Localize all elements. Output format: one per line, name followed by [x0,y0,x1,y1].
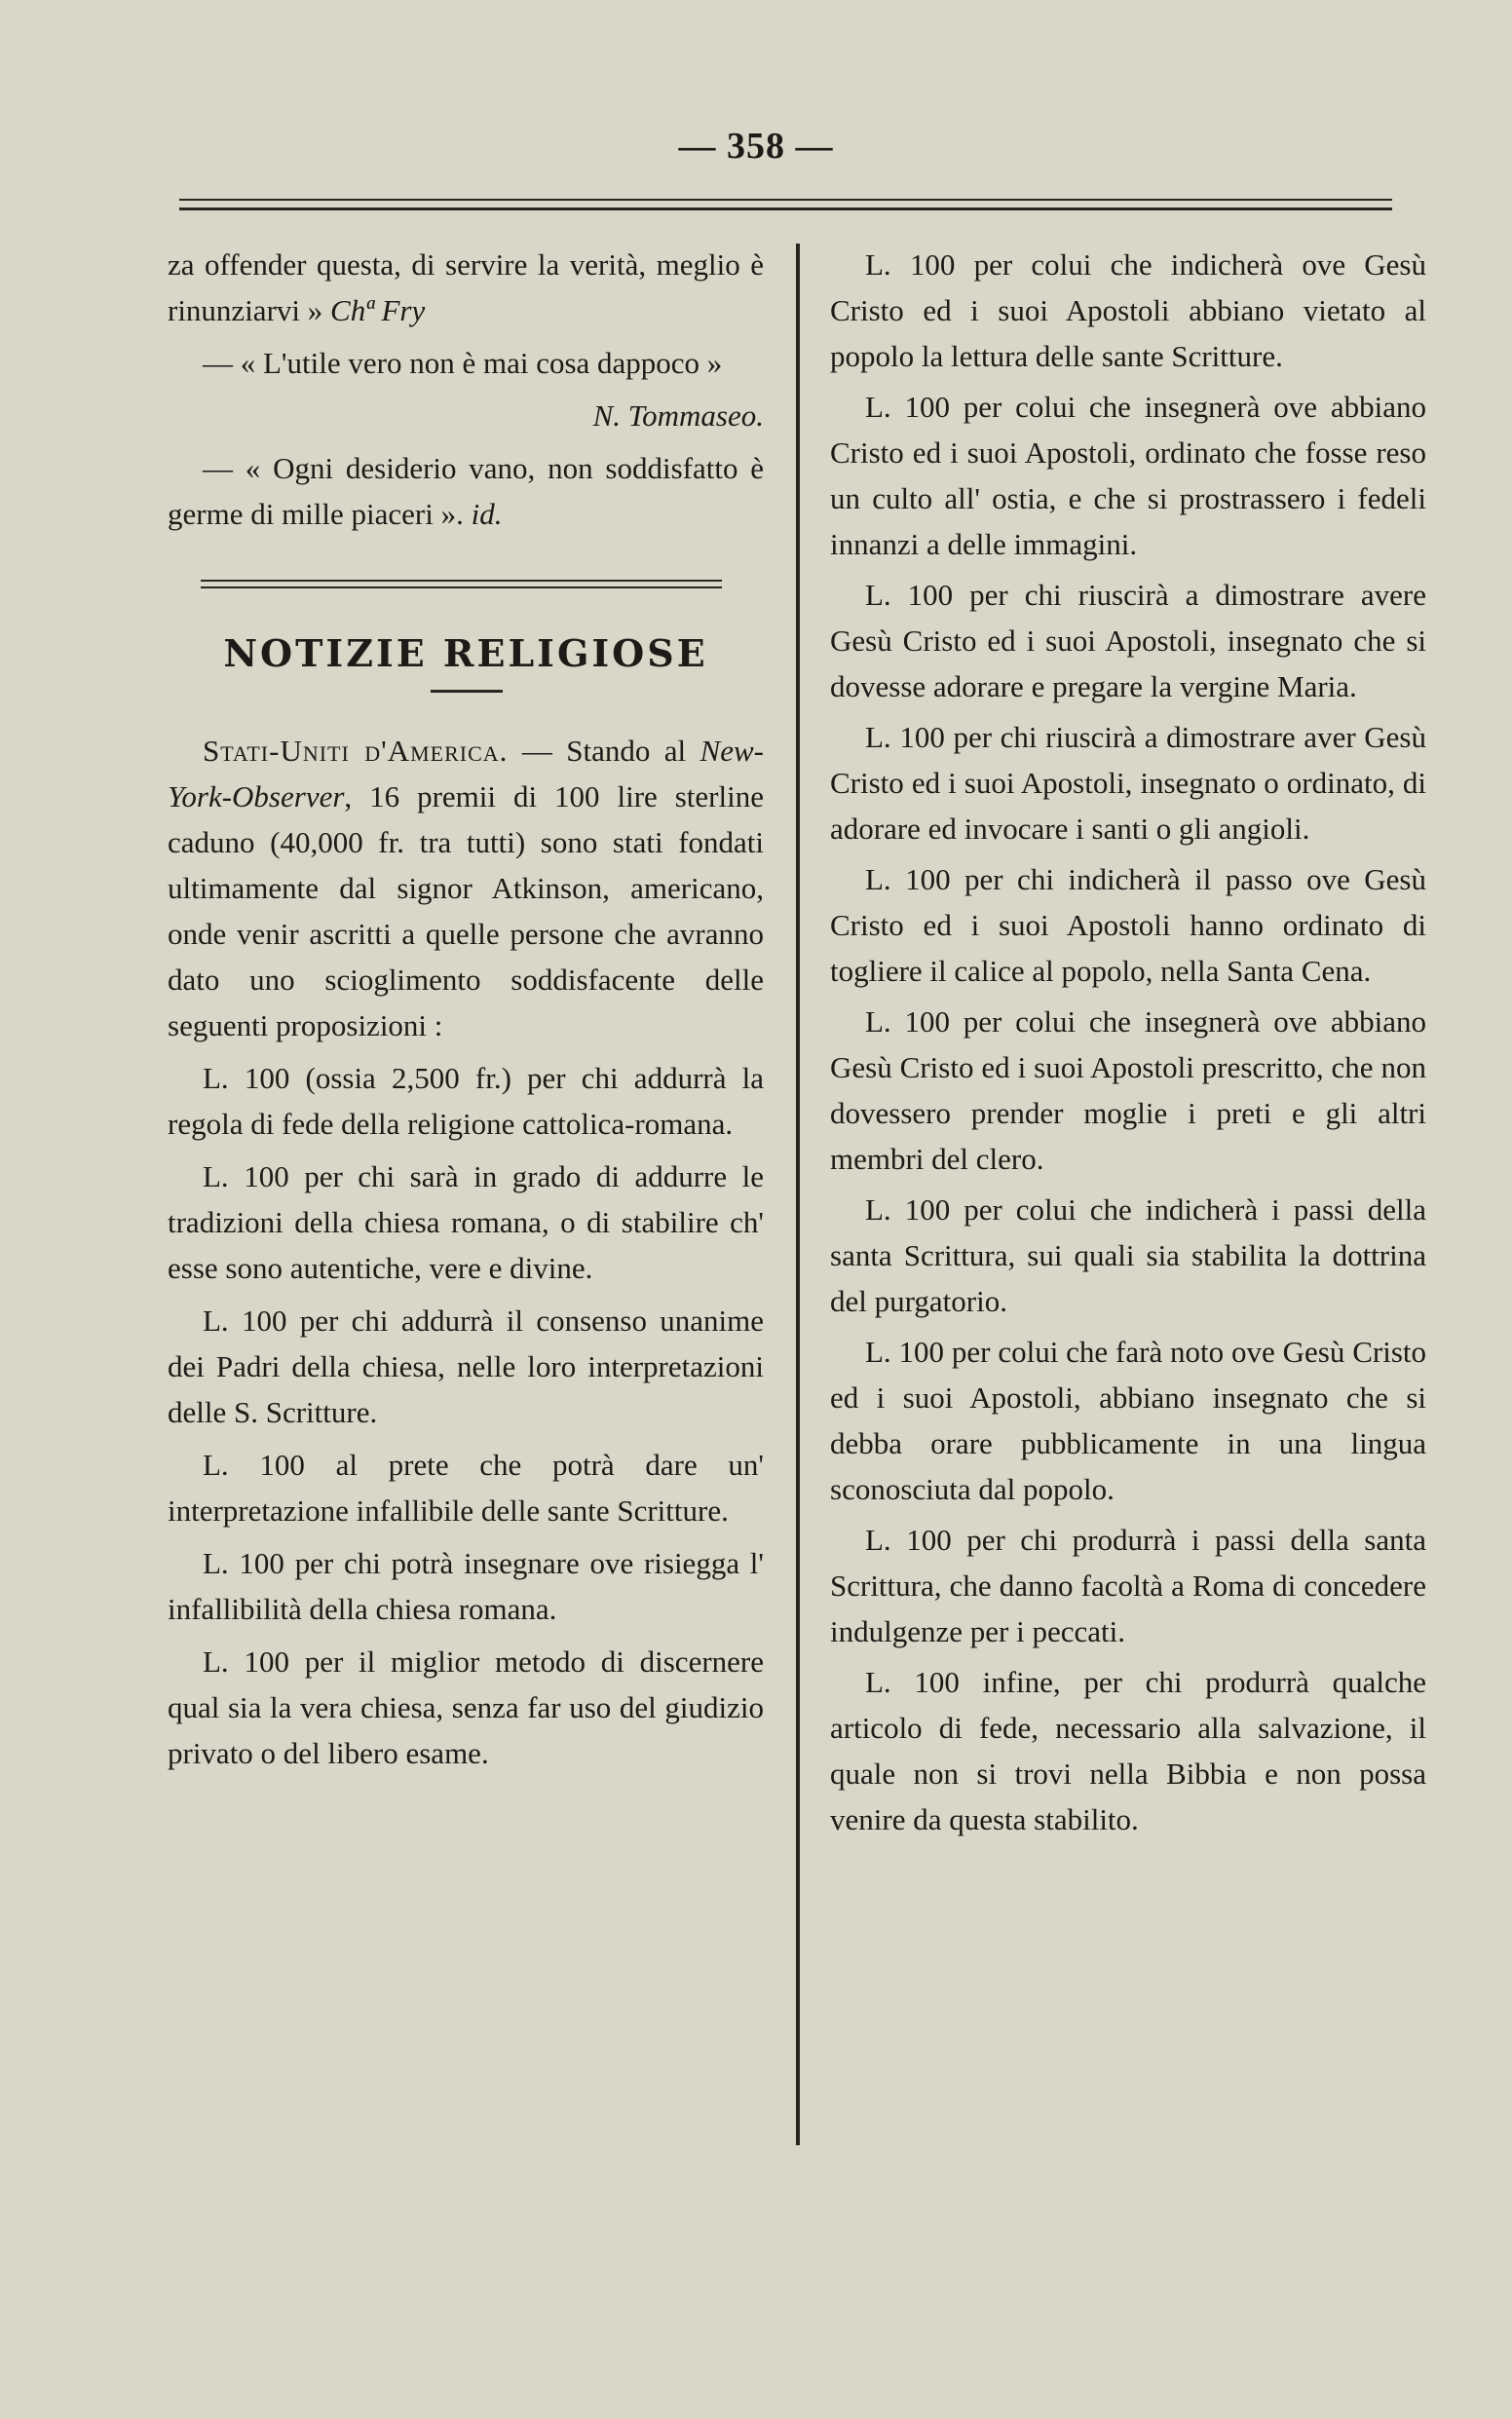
prize-paragraph: L. 100 per chi addurrà il consenso unanime dei Padri della chiesa, nelle loro interpretazioni delle S. Scritture. [168,1304,764,1429]
prize-paragraph: L. 100 (ossia 2,500 fr.) per chi addurrà la regola di fede della religione cattolica-romana. [168,1061,764,1141]
quote-fry [168,242,764,333]
prize-paragraph: L. 100 per colui che farà noto ove Gesù Cristo ed i suoi Apostoli, abbiano insegnato che si debba orare pubblicamente in una lingua sconosciuta dal popolo. [830,1335,1426,1506]
prize-paragraph: L. 100 per chi indicherà il passo ove Gesù Cristo ed i suoi Apostoli hanno ordinato di togliere il calice al popolo, nella Santa Cena. [830,862,1426,988]
prize-paragraph: L. 100 per colui che insegnerà ove abbiano Gesù Cristo ed i suoi Apostoli prescritto, che non dovessero prender moglie i preti e gli altri membri del clero. [830,1004,1426,1176]
quote-fry-author: Chª Fry [330,293,426,327]
quote-fry-text: za offender questa, di servire la verità, meglio è rinunziarvi » [168,247,764,327]
column-divider [796,244,800,2145]
prize-paragraph: L. 100 per colui che indicherà i passi della santa Scrittura, sui quali sia stabilita la dottrina del purgatorio. [830,1192,1426,1318]
top-rule [179,199,1392,210]
prize-paragraph: L. 100 per chi potrà insegnare ove risiegga l' infallibilità della chiesa romana. [168,1546,764,1626]
right-column [830,242,1426,1847]
prize-paragraph: L. 100 per chi riuscirà a dimostrare avere Gesù Cristo ed i suoi Apostoli, insegnato che si dovesse adorare e pregare la vergine Maria. [830,578,1426,703]
intro-paragraph [168,728,764,1048]
prize-paragraph: L. 100 per chi produrrà i passi della santa Scrittura, che danno facoltà a Roma di concedere indulgenze per i peccati. [830,1523,1426,1648]
prize-paragraph: L. 100 infine, per chi produrrà qualche articolo di fede, necessario alla salvazione, il quale non si trovi nella Bibbia e non possa venire da questa stabilito. [830,1665,1426,1836]
prize-paragraph: L. 100 per il miglior metodo di discernere qual sia la vera chiesa, senza far uso del giudizio privato o del libero esame. [168,1644,764,1770]
prize-paragraph: L. 100 per colui che insegnerà ove abbiano Cristo ed i suoi Apostoli, ordinato che fosse reso un culto all' ostia, e che si prostrassero i fedeli innanzi a delle immagini. [830,390,1426,561]
short-rule [431,690,503,693]
section-title: NOTIZIE RELIGIOSE [223,631,708,675]
left-column [168,242,764,1783]
section-rule [201,580,722,588]
quote-desiderio [168,445,764,537]
page-number: — 358 — [678,126,834,167]
quote-desiderio-text: — « Ogni desiderio vano, non soddisfatto è germe di mille piaceri ». [168,451,764,531]
prize-paragraph: L. 100 per chi sarà in grado di addurre le tradizioni della chiesa romana, o di stabilire ch' esse sono autentiche, vere e divine. [168,1159,764,1285]
intro-lead: Stati-Uniti d'America. [203,734,509,768]
prize-paragraph: L. 100 al prete che potrà dare un' interpretazione infallibile delle sante Scritture. [168,1448,764,1528]
quote-tommaseo-author: N. Tommaseo. [592,398,764,433]
prize-paragraph: L. 100 per chi riuscirà a dimostrare aver Gesù Cristo ed i suoi Apostoli, insegnato o ordinato, di adorare ed invocare i santi o gli angioli. [830,720,1426,846]
intro-text: , 16 premii di 100 lire sterline caduno (40,000 fr. tra tutti) sono stati fondati ultimamente dal signor Atkinson, americano, onde venir ascritti a quelle persone che avranno dato uno scioglimento soddisfacente delle seguenti proposizioni : [168,779,764,1042]
prize-paragraph: L. 100 per colui che indicherà ove Gesù Cristo ed i suoi Apostoli abbiano vietato al popolo la lettura delle sante Scritture. [830,247,1426,373]
quote-desiderio-author: id. [471,497,503,531]
intro-dash: — Stando al [508,734,700,768]
quote-tommaseo: — « L'utile vero non è mai cosa dappoco » [203,346,723,380]
intro-source: New-York-Observer [168,734,764,813]
